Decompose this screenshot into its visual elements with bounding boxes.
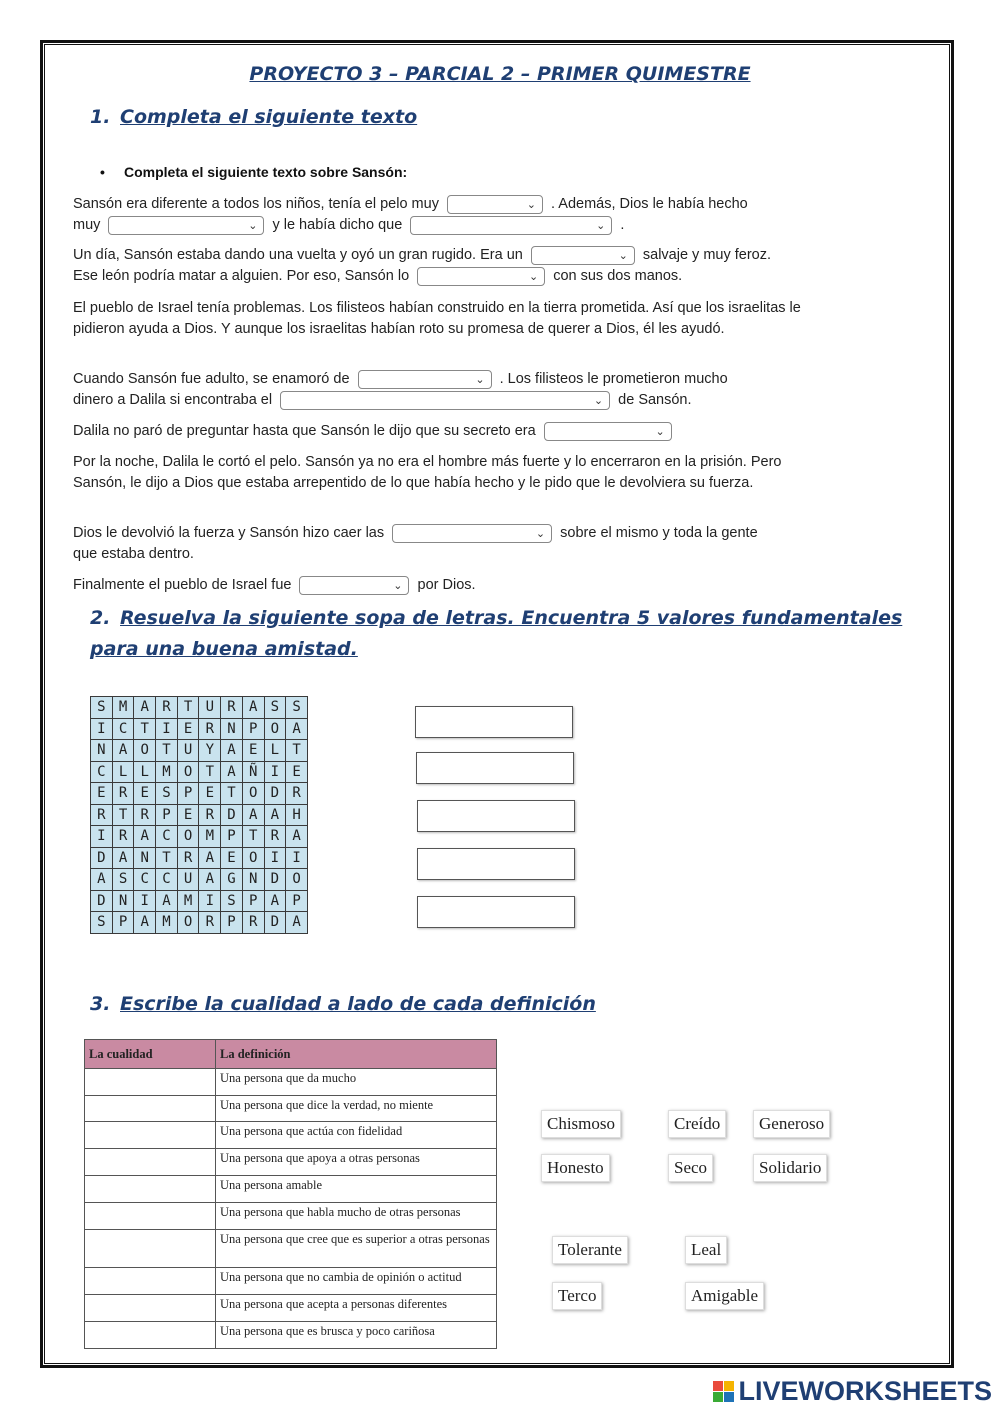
definition-cell: Una persona amable xyxy=(216,1176,497,1203)
grid-letter[interactable]: R xyxy=(112,826,134,848)
grid-letter[interactable]: A xyxy=(221,740,243,762)
chip-creido[interactable]: Creído xyxy=(668,1110,726,1138)
grid-letter[interactable]: A xyxy=(134,826,156,848)
table-row xyxy=(85,1295,497,1322)
definition-cell: Una persona que acepta a personas diferentes xyxy=(216,1295,497,1322)
grid-letter[interactable]: O xyxy=(177,912,199,934)
grid-letter[interactable]: U xyxy=(199,697,221,719)
grid-row xyxy=(91,718,308,740)
dropdown-columns[interactable] xyxy=(392,524,552,543)
answer-box-3[interactable] xyxy=(417,800,575,832)
table-row xyxy=(85,1069,497,1096)
grid-letter[interactable]: E xyxy=(177,804,199,826)
text: Cuando Sansón fue adulto, se enamoró de xyxy=(73,371,350,387)
grid-letter[interactable]: D xyxy=(264,869,286,891)
grid-letter[interactable]: A xyxy=(91,869,113,891)
grid-letter[interactable]: I xyxy=(264,761,286,783)
dropdown-secret[interactable] xyxy=(280,391,610,410)
grid-letter[interactable]: I xyxy=(91,718,113,740)
table-row xyxy=(85,1322,497,1349)
grid-letter[interactable]: A xyxy=(242,804,264,826)
grid-letter[interactable]: T xyxy=(242,826,264,848)
text: Ese león podría matar a alguien. Por eso, Sansón lo xyxy=(73,268,410,284)
dropdown-animal[interactable] xyxy=(531,246,635,265)
chevron-down-icon: ⌄ xyxy=(526,198,536,211)
grid-letter[interactable]: T xyxy=(177,697,199,719)
grid-letter[interactable]: U xyxy=(177,869,199,891)
grid-letter[interactable]: D xyxy=(91,847,113,869)
grid-letter[interactable]: D xyxy=(221,804,243,826)
grid-row xyxy=(91,804,308,826)
grid-letter[interactable]: C xyxy=(134,869,156,891)
grid-letter[interactable]: D xyxy=(91,890,113,912)
paragraph-4 xyxy=(73,369,853,411)
grid-letter[interactable]: A xyxy=(134,697,156,719)
chip-terco[interactable]: Terco xyxy=(552,1282,602,1310)
grid-letter[interactable]: P xyxy=(286,890,308,912)
grid-letter[interactable]: I xyxy=(156,718,178,740)
grid-letter[interactable]: P xyxy=(221,912,243,934)
column-header-quality: La cualidad xyxy=(85,1040,216,1069)
grid-letter[interactable]: I xyxy=(91,826,113,848)
grid-letter[interactable]: O xyxy=(177,761,199,783)
grid-letter[interactable]: I xyxy=(264,847,286,869)
column-header-definition: La definición xyxy=(216,1040,497,1069)
grid-letter[interactable]: L xyxy=(112,761,134,783)
grid-letter[interactable]: O xyxy=(286,869,308,891)
grid-letter[interactable]: G xyxy=(221,869,243,891)
grid-letter[interactable]: R xyxy=(199,804,221,826)
grid-letter[interactable]: N xyxy=(134,847,156,869)
chevron-down-icon: ⌄ xyxy=(248,219,258,232)
section-2-heading xyxy=(90,603,930,665)
table-row xyxy=(85,1230,497,1268)
grid-letter[interactable]: L xyxy=(264,740,286,762)
grid-letter[interactable]: P xyxy=(242,718,264,740)
grid-letter[interactable]: R xyxy=(112,783,134,805)
grid-letter[interactable]: D xyxy=(264,783,286,805)
quality-cell[interactable] xyxy=(85,1122,216,1149)
grid-letter[interactable]: N xyxy=(221,718,243,740)
answer-box-1[interactable] xyxy=(415,706,573,738)
answer-box-4[interactable] xyxy=(417,848,575,880)
grid-row xyxy=(91,890,308,912)
logo-text: LIVEWORKSHEETS xyxy=(738,1376,992,1406)
section-number: 3. xyxy=(90,993,111,1015)
bullet-text: Completa el siguiente texto sobre Sansón: xyxy=(124,164,408,180)
grid-letter[interactable]: T xyxy=(221,783,243,805)
grid-letter[interactable]: A xyxy=(286,912,308,934)
table-row xyxy=(85,1203,497,1230)
chip-amigable[interactable]: Amigable xyxy=(685,1282,764,1310)
section-title: Escribe la cualidad a lado de cada definición xyxy=(120,993,596,1015)
grid-letter[interactable]: O xyxy=(177,826,199,848)
grid-letter[interactable]: E xyxy=(91,783,113,805)
grid-letter[interactable]: C xyxy=(112,718,134,740)
chevron-down-icon: ⌄ xyxy=(655,425,665,438)
section-1-heading xyxy=(90,106,417,128)
text: . Además, Dios le había hecho xyxy=(551,196,748,212)
grid-letter[interactable]: E xyxy=(286,761,308,783)
answer-box-2[interactable] xyxy=(416,752,574,784)
grid-letter[interactable]: R xyxy=(177,847,199,869)
logo-icon xyxy=(713,1381,734,1402)
section-3-heading xyxy=(90,993,596,1015)
grid-letter[interactable]: R xyxy=(91,804,113,826)
grid-letter[interactable]: N xyxy=(91,740,113,762)
grid-letter[interactable]: M xyxy=(156,912,178,934)
text: con sus dos manos. xyxy=(553,268,683,284)
chevron-down-icon: ⌄ xyxy=(596,219,606,232)
grid-letter[interactable]: S xyxy=(286,697,308,719)
text: y le había dicho que xyxy=(272,217,403,233)
chip-leal[interactable]: Leal xyxy=(685,1236,727,1264)
grid-letter[interactable]: P xyxy=(242,890,264,912)
bullet-instruction xyxy=(100,164,407,180)
grid-row xyxy=(91,783,308,805)
dropdown-action[interactable] xyxy=(417,267,545,286)
grid-letter[interactable]: E xyxy=(221,847,243,869)
chevron-down-icon: ⌄ xyxy=(593,394,604,407)
grid-letter[interactable]: A xyxy=(286,826,308,848)
paragraph-2 xyxy=(73,245,863,287)
quality-cell[interactable] xyxy=(85,1096,216,1122)
quality-cell[interactable] xyxy=(85,1149,216,1176)
chevron-down-icon: ⌄ xyxy=(393,579,403,592)
text: dinero a Dalila si encontraba el xyxy=(73,392,273,408)
grid-letter[interactable]: C xyxy=(91,761,113,783)
grid-letter[interactable]: T xyxy=(286,740,308,762)
grid-letter[interactable]: C xyxy=(156,826,178,848)
chip-generoso[interactable]: Generoso xyxy=(753,1110,830,1138)
table-header-row xyxy=(85,1040,497,1069)
grid-letter[interactable]: I xyxy=(199,890,221,912)
grid-letter[interactable]: S xyxy=(264,697,286,719)
paragraph-6: Por la noche, Dalila le cortó el pelo. Sansón ya no era el hombre más fuerte y lo encerraron en la prisión. Pero Sansón, le dijo a Dios que estaba arrepentido de lo que había hecho y le pido que le devolviera su fuerza. xyxy=(73,454,782,491)
grid-row xyxy=(91,826,308,848)
table-row xyxy=(85,1122,497,1149)
chevron-down-icon: ⌄ xyxy=(618,249,628,262)
chevron-down-icon: ⌄ xyxy=(528,270,539,283)
paragraph-7 xyxy=(73,523,853,565)
grid-letter[interactable]: O xyxy=(242,847,264,869)
grid-letter[interactable]: A xyxy=(242,697,264,719)
grid-letter[interactable]: P xyxy=(112,912,134,934)
definition-cell: Una persona que cree que es superior a otras personas xyxy=(216,1230,497,1268)
grid-letter[interactable]: A xyxy=(134,912,156,934)
grid-letter[interactable]: A xyxy=(221,761,243,783)
grid-letter[interactable]: T xyxy=(134,718,156,740)
section-number: 2. xyxy=(90,607,111,629)
grid-letter[interactable]: S xyxy=(112,869,134,891)
section-number: 1. xyxy=(90,106,111,128)
grid-letter[interactable]: M xyxy=(199,826,221,848)
grid-letter[interactable]: E xyxy=(177,718,199,740)
chip-seco[interactable]: Seco xyxy=(668,1154,713,1182)
grid-letter[interactable]: R xyxy=(156,697,178,719)
grid-letter[interactable]: I xyxy=(134,890,156,912)
chip-honesto[interactable]: Honesto xyxy=(541,1154,610,1182)
grid-letter[interactable]: N xyxy=(112,890,134,912)
grid-row xyxy=(91,761,308,783)
definition-cell: Una persona que apoya a otras personas xyxy=(216,1149,497,1176)
text: Finalmente el pueblo de Israel fue xyxy=(73,577,292,593)
table-row xyxy=(85,1149,497,1176)
paragraph-1 xyxy=(73,194,853,236)
grid-letter[interactable]: S xyxy=(221,890,243,912)
grid-letter[interactable]: A xyxy=(112,847,134,869)
text: muy xyxy=(73,217,101,233)
text: Dios le devolvió la fuerza y Sansón hizo caer las xyxy=(73,525,385,541)
grid-letter[interactable]: C xyxy=(156,869,178,891)
bullet-icon: • xyxy=(100,164,105,180)
grid-letter[interactable]: A xyxy=(199,869,221,891)
grid-letter[interactable]: A xyxy=(199,847,221,869)
grid-letter[interactable]: N xyxy=(242,869,264,891)
paragraph-8 xyxy=(73,575,853,596)
grid-letter[interactable]: M xyxy=(112,697,134,719)
grid-letter[interactable]: A xyxy=(264,890,286,912)
page-title: PROYECTO 3 – PARCIAL 2 – PRIMER QUIMESTRE xyxy=(249,63,751,85)
grid-letter[interactable]: E xyxy=(199,783,221,805)
grid-letter[interactable]: T xyxy=(112,804,134,826)
quality-cell[interactable] xyxy=(85,1069,216,1096)
quality-cell[interactable] xyxy=(85,1322,216,1349)
liveworksheets-logo[interactable] xyxy=(713,1376,992,1407)
section-title: Resuelva la siguiente sopa de letras. Encuentra 5 valores fundamentales para una buena amistad. xyxy=(90,607,903,660)
grid-letter[interactable]: S xyxy=(91,912,113,934)
dropdown-saved[interactable] xyxy=(299,576,409,595)
text: Un día, Sansón estaba dando una vuelta y oyó un gran rugido. Era un xyxy=(73,247,523,263)
paragraph-5 xyxy=(73,421,853,442)
text: . Los filisteos le prometieron mucho xyxy=(499,371,728,387)
grid-letter[interactable]: O xyxy=(264,718,286,740)
quality-cell[interactable] xyxy=(85,1295,216,1322)
text: por Dios. xyxy=(417,577,476,593)
grid-letter[interactable]: O xyxy=(134,740,156,762)
grid-letter[interactable]: R xyxy=(286,783,308,805)
grid-letter[interactable]: A xyxy=(286,718,308,740)
dropdown-lover[interactable] xyxy=(358,370,492,389)
chip-tolerante[interactable]: Tolerante xyxy=(552,1236,628,1264)
definition-cell: Una persona que actúa con fidelidad xyxy=(216,1122,497,1149)
grid-letter[interactable]: T xyxy=(199,761,221,783)
grid-letter[interactable]: R xyxy=(242,912,264,934)
text: de Sansón. xyxy=(618,392,692,408)
grid-letter[interactable]: Ñ xyxy=(242,761,264,783)
grid-letter[interactable]: E xyxy=(134,783,156,805)
grid-letter[interactable]: A xyxy=(112,740,134,762)
qualities-table xyxy=(84,1039,497,1349)
table-row xyxy=(85,1268,497,1295)
chip-solidario[interactable]: Solidario xyxy=(753,1154,827,1182)
grid-letter[interactable]: A xyxy=(264,804,286,826)
answer-box-5[interactable] xyxy=(417,896,575,928)
word-search-grid[interactable] xyxy=(90,696,308,934)
text: Sansón era diferente a todos los niños, tenía el pelo muy xyxy=(73,196,439,212)
definition-cell: Una persona que da mucho xyxy=(216,1069,497,1096)
grid-letter[interactable]: R xyxy=(134,804,156,826)
dropdown-hair[interactable] xyxy=(447,195,543,214)
grid-letter[interactable]: I xyxy=(286,847,308,869)
definition-cell: Una persona que no cambia de opinión o actitud xyxy=(216,1268,497,1295)
grid-row xyxy=(91,847,308,869)
grid-letter[interactable]: A xyxy=(156,890,178,912)
dropdown-secret-was[interactable] xyxy=(544,422,672,441)
grid-letter[interactable]: U xyxy=(177,740,199,762)
grid-letter[interactable]: P xyxy=(221,826,243,848)
quality-cell[interactable] xyxy=(85,1176,216,1203)
grid-row xyxy=(91,697,308,719)
grid-letter[interactable]: T xyxy=(156,740,178,762)
grid-letter[interactable]: R xyxy=(199,912,221,934)
definition-cell: Una persona que es brusca y poco cariñosa xyxy=(216,1322,497,1349)
text: sobre el mismo y toda la gente xyxy=(560,525,758,541)
grid-row xyxy=(91,869,308,891)
dropdown-made[interactable] xyxy=(108,216,264,235)
grid-letter[interactable]: R xyxy=(221,697,243,719)
text: que estaba dentro. xyxy=(73,546,194,562)
grid-letter[interactable]: O xyxy=(242,783,264,805)
quality-cell[interactable] xyxy=(85,1230,216,1268)
grid-letter[interactable]: M xyxy=(177,890,199,912)
grid-letter[interactable]: L xyxy=(134,761,156,783)
text: Dalila no paró de preguntar hasta que Sansón le dijo que su secreto era xyxy=(73,423,536,439)
grid-letter[interactable]: Y xyxy=(199,740,221,762)
grid-letter[interactable]: M xyxy=(156,761,178,783)
grid-letter[interactable]: R xyxy=(264,826,286,848)
text: salvaje y muy feroz. xyxy=(642,247,772,263)
definition-cell: Una persona que dice la verdad, no miente xyxy=(216,1096,497,1122)
section-title: Completa el siguiente texto xyxy=(120,106,418,128)
grid-letter[interactable]: E xyxy=(242,740,264,762)
grid-letter[interactable]: S xyxy=(91,697,113,719)
grid-row xyxy=(91,912,308,934)
grid-letter[interactable]: P xyxy=(156,804,178,826)
grid-letter[interactable]: H xyxy=(286,804,308,826)
paragraph-3: El pueblo de Israel tenía problemas. Los filisteos habían construido en la tierra prometida. Así que los israelitas le pidieron ayuda a Dios. Y aunque los israelitas habían roto su promesa de querer a Dios, él les ayudó. xyxy=(73,300,801,337)
chevron-down-icon: ⌄ xyxy=(535,527,546,540)
chevron-down-icon: ⌄ xyxy=(475,373,485,386)
quality-cell[interactable] xyxy=(85,1268,216,1295)
grid-letter[interactable]: S xyxy=(156,783,178,805)
dropdown-told[interactable] xyxy=(410,216,612,235)
grid-letter[interactable]: P xyxy=(177,783,199,805)
grid-letter[interactable]: D xyxy=(264,912,286,934)
grid-row xyxy=(91,740,308,762)
definition-cell: Una persona que habla mucho de otras personas xyxy=(216,1203,497,1230)
table-row xyxy=(85,1096,497,1122)
grid-letter[interactable]: R xyxy=(199,718,221,740)
text: . xyxy=(620,217,625,233)
table-row xyxy=(85,1176,497,1203)
grid-letter[interactable]: T xyxy=(156,847,178,869)
chip-chismoso[interactable]: Chismoso xyxy=(541,1110,621,1138)
quality-cell[interactable] xyxy=(85,1203,216,1230)
